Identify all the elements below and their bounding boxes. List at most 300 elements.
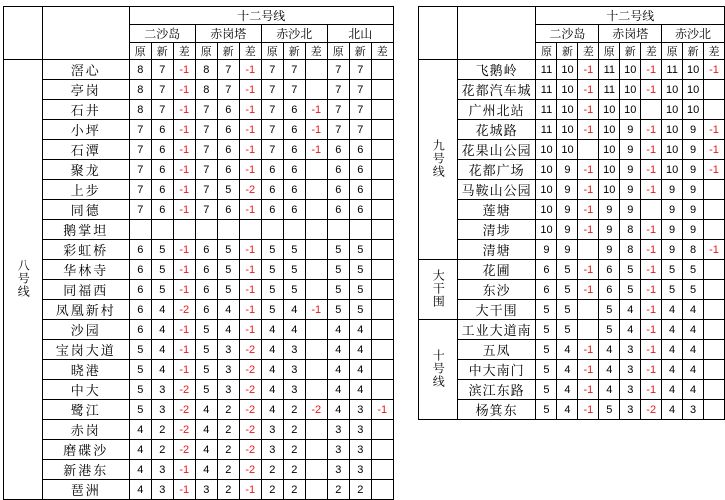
value-cell: 4 — [683, 320, 704, 340]
station-col-header — [42, 7, 129, 60]
value-cell: 6 — [327, 200, 349, 220]
value-cell — [305, 420, 327, 440]
value-cell: 9 — [599, 240, 620, 260]
value-cell: 4 — [261, 400, 283, 420]
value-cell: 4 — [283, 300, 305, 320]
table-row — [4, 380, 394, 400]
value-cell: 5 — [327, 300, 349, 320]
value-cell — [349, 220, 371, 240]
value-cell: 10 — [599, 160, 620, 180]
value-cell — [305, 180, 327, 200]
value-cell: 5 — [217, 180, 239, 200]
value-cell: 6 — [349, 140, 371, 160]
value-cell: 8 — [620, 240, 641, 260]
value-cell: 5 — [662, 280, 683, 300]
sub-header: 原 — [195, 43, 217, 60]
value-cell: 5 — [327, 260, 349, 280]
value-cell: 6 — [327, 160, 349, 180]
value-cell: 9 — [683, 200, 704, 220]
value-cell: 11 — [536, 120, 557, 140]
value-cell: 8 — [683, 240, 704, 260]
value-cell: -1 — [239, 200, 261, 220]
value-cell: 4 — [349, 340, 371, 360]
value-cell: 6 — [129, 280, 151, 300]
value-cell: 4 — [261, 360, 283, 380]
line-label-cell — [419, 60, 458, 260]
value-cell: 10 — [599, 120, 620, 140]
value-cell: -1 — [173, 80, 195, 100]
value-cell: 6 — [349, 200, 371, 220]
value-cell: 6 — [261, 180, 283, 200]
value-cell — [704, 380, 725, 400]
value-cell: 4 — [129, 440, 151, 460]
value-cell: 6 — [217, 100, 239, 120]
value-cell: 9 — [620, 200, 641, 220]
value-cell: 4 — [662, 380, 683, 400]
group-header: 北山 — [327, 25, 393, 43]
value-cell — [704, 180, 725, 200]
value-cell: 11 — [536, 60, 557, 80]
value-cell — [371, 360, 393, 380]
value-cell: 4 — [195, 400, 217, 420]
station-name-cell: 工业大道南 — [457, 320, 536, 340]
value-cell: -1 — [704, 140, 725, 160]
value-cell — [173, 220, 195, 240]
table-row — [4, 420, 394, 440]
value-cell: -2 — [239, 400, 261, 420]
table-row — [4, 280, 394, 300]
value-cell: 2 — [327, 480, 349, 500]
table-row — [4, 340, 394, 360]
value-cell: -1 — [641, 240, 662, 260]
value-cell: -1 — [641, 380, 662, 400]
value-cell: -1 — [173, 460, 195, 480]
value-cell: 11 — [536, 100, 557, 120]
value-cell: -1 — [173, 320, 195, 340]
table-row — [4, 80, 394, 100]
value-cell: 5 — [217, 280, 239, 300]
value-cell: -1 — [704, 60, 725, 80]
value-cell: 10 — [557, 120, 578, 140]
value-cell: 5 — [129, 400, 151, 420]
value-cell — [704, 320, 725, 340]
station-name-cell: 宝岗大道 — [42, 340, 129, 360]
station-name-cell: 石潭 — [42, 140, 129, 160]
value-cell: 4 — [557, 400, 578, 420]
value-cell: 6 — [195, 240, 217, 260]
table-row — [4, 200, 394, 220]
line-label-col-header — [4, 7, 43, 60]
table-row — [4, 100, 394, 120]
value-cell: 5 — [261, 280, 283, 300]
value-cell: 4 — [151, 360, 173, 380]
value-cell: -1 — [641, 140, 662, 160]
value-cell: -2 — [173, 300, 195, 320]
value-cell: -1 — [641, 160, 662, 180]
value-cell: 5 — [327, 240, 349, 260]
station-name-cell: 石井 — [42, 100, 129, 120]
value-cell — [327, 220, 349, 240]
table-row — [4, 240, 394, 260]
station-name-cell: 杨箕东 — [457, 400, 536, 420]
value-cell: -1 — [641, 60, 662, 80]
value-cell: 4 — [349, 380, 371, 400]
line-label-cell — [419, 260, 458, 320]
value-cell: 2 — [151, 440, 173, 460]
station-name-cell: 飞鹅岭 — [457, 60, 536, 80]
sub-header: 新 — [683, 43, 704, 60]
value-cell — [578, 240, 599, 260]
value-cell: 2 — [217, 460, 239, 480]
line-label-text: 大干围 — [431, 268, 446, 308]
value-cell: -1 — [239, 300, 261, 320]
table-row — [4, 460, 394, 480]
value-cell: -1 — [173, 260, 195, 280]
value-cell: 4 — [217, 320, 239, 340]
value-cell — [371, 100, 393, 120]
value-cell: -1 — [578, 360, 599, 380]
value-cell: 5 — [217, 240, 239, 260]
value-cell — [371, 120, 393, 140]
value-cell — [371, 420, 393, 440]
value-cell — [371, 300, 393, 320]
group-header: 赤岗塔 — [599, 25, 662, 43]
table-row — [419, 300, 725, 320]
value-cell — [704, 360, 725, 380]
line-label-cell — [419, 320, 458, 420]
sub-header: 差 — [173, 43, 195, 60]
value-cell: 7 — [327, 80, 349, 100]
value-cell — [371, 280, 393, 300]
value-cell: 6 — [195, 300, 217, 320]
value-cell: -1 — [578, 400, 599, 420]
value-cell: 9 — [683, 140, 704, 160]
value-cell — [704, 260, 725, 280]
value-cell: 7 — [195, 120, 217, 140]
value-cell: 4 — [557, 360, 578, 380]
value-cell — [305, 200, 327, 220]
value-cell: 3 — [327, 460, 349, 480]
value-cell: 7 — [283, 80, 305, 100]
value-cell: 9 — [662, 180, 683, 200]
value-cell: 5 — [599, 300, 620, 320]
table-row — [419, 400, 725, 420]
value-cell: 8 — [620, 220, 641, 240]
value-cell: 6 — [151, 140, 173, 160]
table-row — [419, 340, 725, 360]
value-cell: -1 — [578, 60, 599, 80]
value-cell: 2 — [283, 460, 305, 480]
value-cell: 5 — [327, 280, 349, 300]
value-cell: -1 — [239, 100, 261, 120]
table-row — [419, 380, 725, 400]
value-cell: 6 — [349, 160, 371, 180]
value-cell: 5 — [536, 300, 557, 320]
value-cell: 4 — [195, 420, 217, 440]
value-cell: 10 — [557, 140, 578, 160]
table-row — [419, 80, 725, 100]
value-cell — [704, 340, 725, 360]
value-cell: 4 — [129, 480, 151, 500]
value-cell: 7 — [261, 60, 283, 80]
value-cell: -1 — [239, 280, 261, 300]
value-cell — [195, 220, 217, 240]
value-cell: 8 — [195, 80, 217, 100]
value-cell: 5 — [557, 300, 578, 320]
value-cell: 2 — [217, 400, 239, 420]
table-row — [4, 360, 394, 380]
sub-header: 原 — [599, 43, 620, 60]
station-name-cell: 东沙 — [457, 280, 536, 300]
value-cell: 7 — [129, 200, 151, 220]
value-cell: -1 — [704, 160, 725, 180]
value-cell: 6 — [283, 140, 305, 160]
value-cell: -1 — [173, 140, 195, 160]
value-cell: 10 — [683, 80, 704, 100]
group-header: 二沙岛 — [129, 25, 195, 43]
value-cell: 2 — [349, 480, 371, 500]
value-cell: -1 — [173, 360, 195, 380]
value-cell: 3 — [327, 420, 349, 440]
value-cell: 4 — [599, 340, 620, 360]
group-header: 赤沙北 — [662, 25, 725, 43]
value-cell: 5 — [599, 400, 620, 420]
value-cell — [704, 200, 725, 220]
sub-header: 新 — [557, 43, 578, 60]
value-cell: 10 — [662, 100, 683, 120]
sub-header: 原 — [261, 43, 283, 60]
value-cell: 4 — [662, 360, 683, 380]
station-name-cell: 滨江东路 — [457, 380, 536, 400]
table-row — [419, 360, 725, 380]
value-cell — [239, 220, 261, 240]
value-cell: -1 — [305, 140, 327, 160]
table-row — [419, 320, 725, 340]
value-cell: 6 — [151, 200, 173, 220]
table-row — [419, 200, 725, 220]
value-cell: 10 — [536, 180, 557, 200]
value-cell — [704, 300, 725, 320]
table-row — [4, 120, 394, 140]
value-cell: 4 — [599, 380, 620, 400]
value-cell: 9 — [557, 180, 578, 200]
value-cell: 6 — [283, 180, 305, 200]
value-cell: 3 — [620, 360, 641, 380]
value-cell: -1 — [641, 120, 662, 140]
value-cell: 7 — [217, 80, 239, 100]
value-cell: 5 — [283, 280, 305, 300]
value-cell: 6 — [261, 200, 283, 220]
value-cell: 10 — [599, 180, 620, 200]
value-cell: -1 — [239, 320, 261, 340]
value-cell: 3 — [283, 360, 305, 380]
value-cell: 5 — [349, 240, 371, 260]
value-cell: -1 — [239, 120, 261, 140]
value-cell: 3 — [327, 440, 349, 460]
value-cell: 7 — [217, 60, 239, 80]
value-cell: 9 — [683, 160, 704, 180]
value-cell: 5 — [195, 320, 217, 340]
value-cell: 4 — [662, 400, 683, 420]
value-cell: 5 — [557, 320, 578, 340]
value-cell: -1 — [578, 260, 599, 280]
value-cell: 5 — [536, 380, 557, 400]
value-cell: 5 — [217, 260, 239, 280]
value-cell: 9 — [557, 240, 578, 260]
value-cell: 4 — [620, 320, 641, 340]
value-cell: 6 — [217, 200, 239, 220]
value-cell: 10 — [620, 80, 641, 100]
value-cell: 9 — [662, 240, 683, 260]
value-cell: 9 — [599, 220, 620, 240]
sub-header: 新 — [349, 43, 371, 60]
value-cell: 6 — [327, 140, 349, 160]
value-cell: 2 — [261, 460, 283, 480]
value-cell — [578, 300, 599, 320]
value-cell: 4 — [129, 420, 151, 440]
value-cell: 4 — [683, 340, 704, 360]
value-cell — [305, 80, 327, 100]
value-cell: 5 — [349, 300, 371, 320]
value-cell: 10 — [683, 100, 704, 120]
value-cell — [217, 220, 239, 240]
value-cell: 6 — [217, 140, 239, 160]
value-cell: 7 — [349, 60, 371, 80]
value-cell: 6 — [327, 180, 349, 200]
value-cell: 5 — [261, 260, 283, 280]
table-row — [4, 180, 394, 200]
sub-header: 差 — [578, 43, 599, 60]
value-cell: 7 — [283, 60, 305, 80]
value-cell: -1 — [305, 300, 327, 320]
value-cell — [371, 220, 393, 240]
table-row — [419, 140, 725, 160]
value-cell: 3 — [283, 340, 305, 360]
value-cell: 7 — [349, 100, 371, 120]
value-cell: 4 — [261, 320, 283, 340]
station-name-cell: 鹭江 — [42, 400, 129, 420]
value-cell: 6 — [129, 320, 151, 340]
value-cell: 5 — [349, 280, 371, 300]
value-cell: 9 — [599, 200, 620, 220]
value-cell — [283, 220, 305, 240]
value-cell: 2 — [217, 420, 239, 440]
value-cell — [371, 260, 393, 280]
value-cell: -1 — [578, 200, 599, 220]
value-cell — [129, 220, 151, 240]
value-cell: -1 — [578, 280, 599, 300]
station-name-cell: 彩虹桥 — [42, 240, 129, 260]
value-cell — [578, 140, 599, 160]
right-comparison-table — [418, 6, 725, 420]
value-cell — [371, 460, 393, 480]
value-cell: 4 — [327, 360, 349, 380]
value-cell: -1 — [578, 340, 599, 360]
value-cell: 7 — [261, 140, 283, 160]
value-cell — [371, 480, 393, 500]
value-cell: 2 — [283, 400, 305, 420]
value-cell: -1 — [578, 380, 599, 400]
value-cell: 3 — [151, 480, 173, 500]
value-cell: 8 — [129, 60, 151, 80]
value-cell: 9 — [557, 220, 578, 240]
value-cell: 4 — [349, 320, 371, 340]
value-cell: -1 — [371, 400, 393, 420]
value-cell — [371, 440, 393, 460]
value-cell: 7 — [195, 200, 217, 220]
value-cell: 10 — [620, 100, 641, 120]
value-cell: 5 — [129, 340, 151, 360]
value-cell: 3 — [620, 380, 641, 400]
value-cell: 7 — [151, 100, 173, 120]
value-cell: 7 — [327, 120, 349, 140]
value-cell: 9 — [620, 140, 641, 160]
value-cell: 4 — [327, 320, 349, 340]
value-cell: -1 — [239, 60, 261, 80]
value-cell: 9 — [683, 220, 704, 240]
sub-header: 差 — [641, 43, 662, 60]
sub-header: 新 — [620, 43, 641, 60]
value-cell: 4 — [261, 380, 283, 400]
value-cell: 10 — [662, 160, 683, 180]
value-cell — [704, 80, 725, 100]
value-cell: 8 — [195, 60, 217, 80]
value-cell: 7 — [129, 120, 151, 140]
sub-header: 原 — [129, 43, 151, 60]
station-name-cell: 亭岗 — [42, 80, 129, 100]
value-cell: -2 — [641, 400, 662, 420]
station-name-cell: 花果山公园 — [457, 140, 536, 160]
value-cell: -1 — [173, 280, 195, 300]
value-cell — [305, 240, 327, 260]
value-cell: 7 — [261, 120, 283, 140]
value-cell: 7 — [327, 100, 349, 120]
value-cell: -1 — [239, 160, 261, 180]
value-cell — [371, 80, 393, 100]
table-row — [419, 260, 725, 280]
group-header: 赤岗塔 — [195, 25, 261, 43]
value-cell: 6 — [151, 160, 173, 180]
value-cell: 5 — [683, 280, 704, 300]
value-cell: 10 — [662, 80, 683, 100]
value-cell: 4 — [662, 320, 683, 340]
group-header: 赤沙北 — [261, 25, 327, 43]
value-cell: 4 — [151, 300, 173, 320]
value-cell: 4 — [662, 340, 683, 360]
station-name-cell: 琶洲 — [42, 480, 129, 500]
value-cell: 9 — [620, 160, 641, 180]
value-cell — [371, 240, 393, 260]
value-cell: 10 — [599, 140, 620, 160]
value-cell: 4 — [599, 360, 620, 380]
value-cell — [641, 200, 662, 220]
value-cell: 5 — [195, 340, 217, 360]
value-cell — [704, 100, 725, 120]
value-cell: -1 — [641, 180, 662, 200]
value-cell: 7 — [349, 120, 371, 140]
value-cell: 4 — [557, 380, 578, 400]
value-cell: 10 — [536, 220, 557, 240]
value-cell: 9 — [536, 240, 557, 260]
value-cell: 5 — [151, 260, 173, 280]
value-cell: 7 — [151, 60, 173, 80]
table-row — [419, 60, 725, 80]
value-cell — [641, 100, 662, 120]
value-cell: -1 — [239, 80, 261, 100]
value-cell: -1 — [239, 240, 261, 260]
value-cell — [305, 340, 327, 360]
value-cell: 7 — [349, 80, 371, 100]
